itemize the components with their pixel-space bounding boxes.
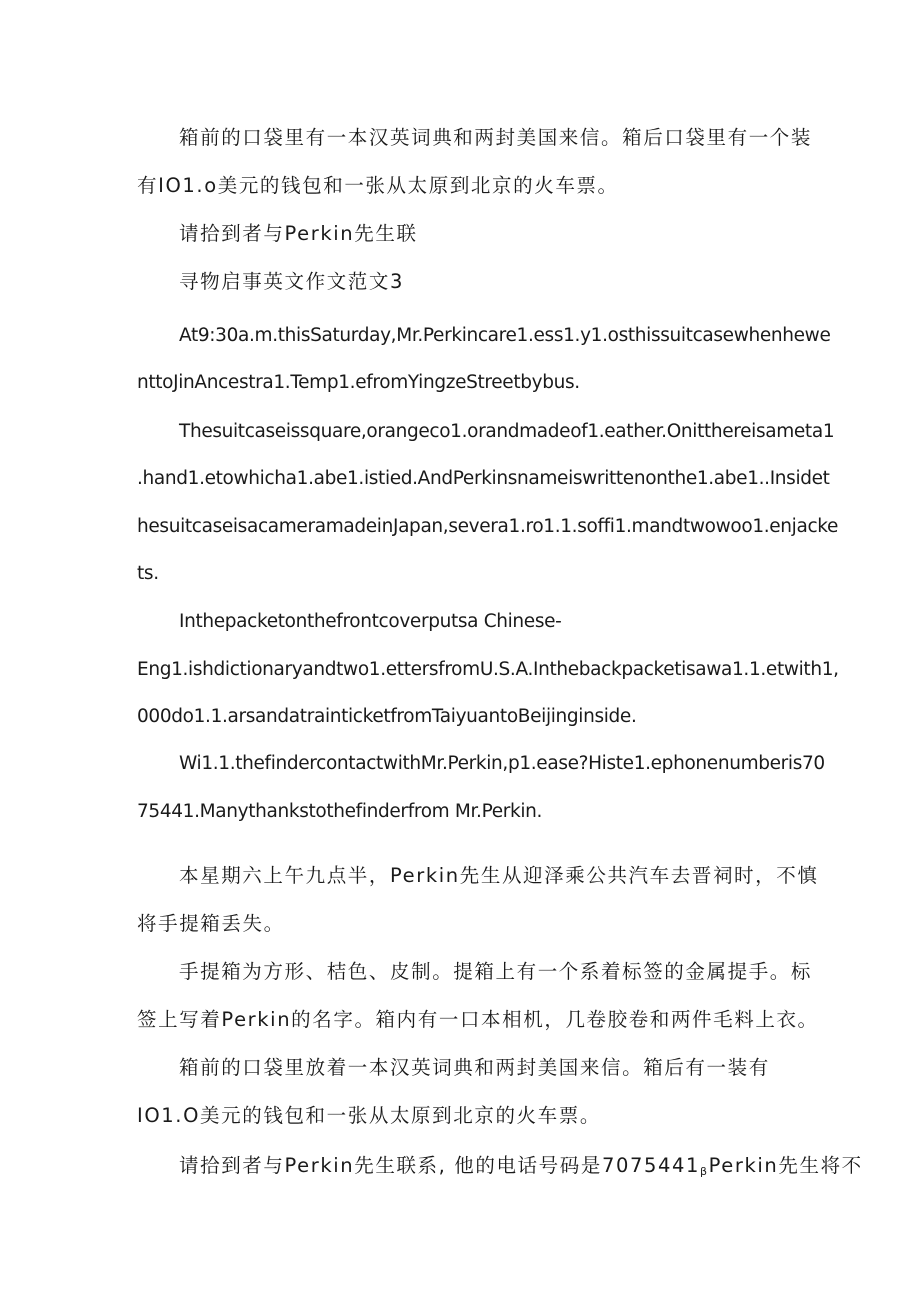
text-line: At9:30a.m.thisSaturday,Mr.Perkincare1.ess1.y1.osthissuitcasewhenhewe (179, 325, 831, 346)
text-line: Inthepacketonthefrontcoverputsa Chinese- (179, 611, 562, 632)
heading-text: 寻物启事英文作文范文3 (179, 270, 405, 293)
text-line: 请拾到者与Perkin先生联 (179, 222, 418, 245)
text-line: 本星期六上午九点半，Perkin先生从迎泽乘公共汽车去晋祠时，不慎 (179, 864, 819, 887)
text-line: ts. (137, 563, 159, 584)
text-line: Thesuitcaseissquare,orangeco1.orandmadeof1.eather.Onitthereisameta1 (179, 421, 835, 442)
text-line: 箱前的口袋里放着一本汉英词典和两封美国来信。箱后有一装有 (179, 1056, 770, 1079)
text-line: IO1.O美元的钱包和一张从太原到北京的火车票。 (137, 1104, 601, 1127)
text-line: 将手提箱丢失。 (137, 912, 285, 935)
subscript-mark: β (700, 1165, 709, 1178)
text-line: .hand1.etowhicha1.abe1.istied.AndPerkinsnameiswrittenonthe1.abe1..Insidet (137, 468, 830, 489)
text-line: 000do1.1.arsandatrainticketfromTaiyuantoBeijinginside. (137, 706, 637, 727)
text-line: Eng1.ishdictionaryandtwo1.ettersfromU.S.A.Inthebackpacketisawa1.1.etwith1, (137, 659, 839, 680)
text-fragment: 请拾到者与Perkin先生联系, 他的电话号码是7075441 (179, 1154, 700, 1177)
text-line: 75441.Manythankstothefinderfrom Mr.Perkin. (137, 801, 543, 822)
text-line: hesuitcaseisacameramadeinJapan,severa1.ro1.1.soffi1.mandtwowoo1.enjacke (137, 516, 839, 537)
text-fragment: Perkin先生将不 (708, 1154, 863, 1177)
text-line: 有IO1.o美元的钱包和一张从太原到北京的火车票。 (137, 174, 619, 197)
text-line (179, 1154, 863, 1184)
text-line: 签上写着Perkin的名字。箱内有一口本相机，几卷胶卷和两件毛料上衣。 (137, 1008, 819, 1031)
text-line: 手提箱为方形、桔色、皮制。提箱上有一个系着标签的金属提手。标 (179, 960, 813, 983)
text-line: nttoJinAncestra1.Temp1.efromYingzeStreetbybus. (137, 372, 580, 393)
text-line: 箱前的口袋里有一本汉英词典和两封美国来信。箱后口袋里有一个装 (179, 126, 813, 149)
text-line: Wi1.1.thefindercontactwithMr.Perkin,p1.ease?Histe1.ephonenumberis70 (179, 753, 825, 774)
